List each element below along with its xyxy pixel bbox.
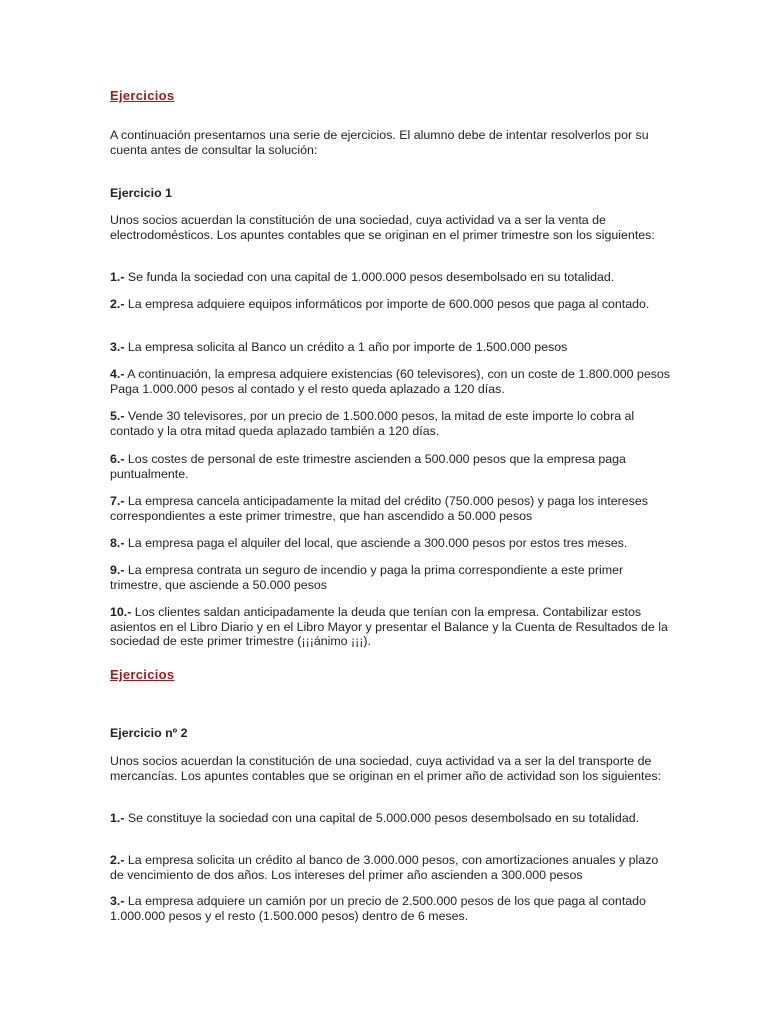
item-text: Los clientes saldan anticipadamente la deuda que tenían con la empresa. Contabilizar estos asientos en el Libro Diario y en el Libro Mayor y presentar el Balance y la Cuenta de Resultados de la sociedad de este primer trimestre (¡¡¡ánimo ¡¡¡). [110,605,668,649]
exercise-2-item-1 [110,811,670,826]
item-number: 7.- [110,494,125,508]
item-text: La empresa adquiere un camión por un precio de 2.500.000 pesos de los que paga al contado 1.000.000 pesos y el resto (1.500.000 pesos) dentro de 6 meses. [110,894,646,923]
item-text: La empresa paga el alquiler del local, que asciende a 300.000 pesos por estos tres meses. [124,536,628,550]
exercise-1-item-3 [110,340,670,355]
exercise-1-item-1 [110,270,670,285]
item-text: La empresa solicita al Banco un crédito a 1 año por importe de 1.500.000 pesos [124,340,568,354]
exercise-2-item-3 [110,894,670,923]
exercise-1-item-8 [110,536,670,551]
exercise-1-item-4 [110,367,670,396]
exercise-1-item-5 [110,409,670,438]
section-heading-2[interactable]: Ejercicios [110,667,175,682]
item-number: 8.- [110,536,125,550]
exercise-1-item-7 [110,494,670,523]
item-text: A continuación, la empresa adquiere existencias (60 televisores), con un coste de 1.800.000 pesos Paga 1.000.000 pesos al contado y el resto queda aplazado a 120 días. [110,367,670,396]
exercise-1-item-6 [110,452,670,481]
item-number: 3.- [110,340,125,354]
item-text: Vende 30 televisores, por un precio de 1.500.000 pesos, la mitad de este importe lo cobra al contado y la otra mitad queda aplazado también a 120 días. [110,409,635,438]
exercise-1-title: Ejercicio 1 [110,186,172,200]
item-number: 1.- [110,270,125,284]
item-number: 9.- [110,563,125,577]
exercise-1-item-2 [110,297,670,312]
item-number: 10.- [110,605,132,619]
exercise-1-item-9 [110,563,670,592]
item-number: 3.- [110,894,125,908]
section-heading-1[interactable]: Ejercicios [110,88,175,103]
exercise-1-intro: Unos socios acuerdan la constitución de una sociedad, cuya actividad va a ser la venta de electrodomésticos. Los apuntes contables que se originan en el primer trimestre son los siguientes: [110,213,655,242]
item-number: 4.- [110,367,125,381]
item-text: Se constituye la sociedad con una capital de 5.000.000 pesos desembolsado en su totalidad. [124,811,640,825]
item-number: 5.- [110,409,125,423]
item-text: La empresa cancela anticipadamente la mitad del crédito (750.000 pesos) y paga los intereses correspondientes a este primer trimestre, que han ascendido a 50.000 pesos [110,494,648,523]
item-number: 2.- [110,297,125,311]
item-text: Los costes de personal de este trimestre ascienden a 500.000 pesos que la empresa paga puntualmente. [110,452,626,481]
item-text: La empresa contrata un seguro de incendio y paga la prima correspondiente a este primer trimestre, que asciende a 50.000 pesos [110,563,624,592]
intro-paragraph: A continuación presentamos una serie de ejercicios. El alumno debe de intentar resolverlos por su cuenta antes de consultar la solución: [110,128,649,157]
exercise-2-intro: Unos socios acuerdan la constitución de una sociedad, cuya actividad va a ser la del transporte de mercancías. Los apuntes contables que se originan en el primer año de actividad son los siguientes: [110,754,662,783]
item-text: La empresa adquiere equipos informáticos por importe de 600.000 pesos que paga al contado. [124,297,650,311]
exercise-2-title: Ejercicio nº 2 [110,726,188,740]
item-text: Se funda la sociedad con una capital de 1.000.000 pesos desembolsado en su totalidad. [124,270,615,284]
exercise-2-item-2 [110,853,670,882]
item-text: La empresa solicita un crédito al banco de 3.000.000 pesos, con amortizaciones anuales y plazo de vencimiento de dos años. Los intereses del primer año ascienden a 300.000 pesos [110,853,659,882]
item-number: 6.- [110,452,125,466]
exercise-1-item-10 [110,605,670,649]
item-number: 1.- [110,811,125,825]
item-number: 2.- [110,853,125,867]
